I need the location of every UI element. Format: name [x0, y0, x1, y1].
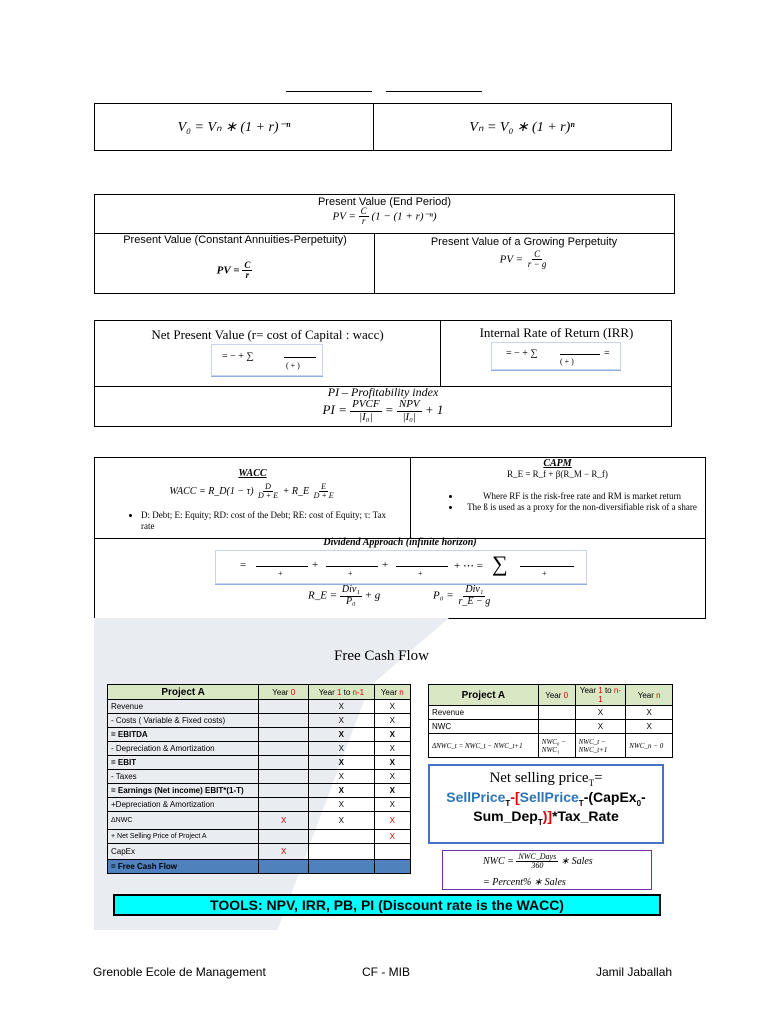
fcf-table [107, 684, 411, 874]
table-row: NWC X X [429, 720, 673, 734]
table-row: = EBIT X X [108, 756, 411, 770]
table-row: +Depreciation & Amortization X X [108, 798, 411, 812]
irr-title: Internal Rate of Return (IRR) [479, 325, 634, 340]
re-formula: R_E = $\frac{\text{Div₁}}{\text{P₀}}$ + g [308, 584, 381, 607]
fcf-header-year0: Year 0 [259, 685, 309, 700]
table-row: Revenue X X [429, 706, 673, 720]
table-row: = Earnings (Net income) EBIT*(1-T) X X [108, 784, 411, 798]
table-row: - Depreciation & Amortization X X [108, 742, 411, 756]
table-row: = EBITDA X X [108, 728, 411, 742]
table-row: ΔNWC X X X [108, 812, 411, 830]
capm-notes: • Where RF is the risk-free rate and RM is market return • The ß is used as a proxy for the non-diversifiable risk of a share [445, 491, 703, 513]
wacc-capm-box [94, 457, 706, 619]
pv-annuity-title: Present Value (Constant Annuities-Perpetuity) [123, 234, 347, 246]
fcf-title: Free Cash Flow [334, 648, 429, 664]
pv-end-period-title: Present Value (End Period) [317, 196, 452, 208]
pv-annuity-formula: PV = $\frac{C}{r}$ [216, 260, 251, 281]
fcf-header-project: Project A [108, 685, 259, 700]
table-row: CapEx X [108, 844, 411, 860]
nwc-header-yearn: Year n [626, 685, 673, 706]
pv-growing-formula: PV = $\frac{C}{r - g}$ [499, 249, 547, 270]
nsp-title: Net selling price$_T$= [489, 770, 603, 788]
footer-school: Grenoble Ecole de Management [93, 965, 266, 979]
fcf-header-year1-n1: Year 1 to n-1 [309, 685, 374, 700]
dividend-title: Dividend Approach (infinite horizon) [323, 537, 477, 548]
dividend-formula-box: = + + + + + + ⋯ = ∑ + [215, 550, 587, 584]
table-row: ΔNWC_t = NWC_t − NWC_t+1 NWC₀ − NWC₁ NWC_t − NWC_t+1 NWC_n − 0 [429, 734, 673, 758]
npv-title: Net Present Value (r= cost of Capital : wacc) [151, 327, 384, 342]
footer-course: CF - MIB [362, 965, 410, 979]
table-row: Revenue X X [108, 700, 411, 714]
nwc-header-year1-n1: Year 1 to n-1 [575, 685, 626, 706]
p0-formula: P₀ = $\frac{\text{Div₁}}{r\_E - g}$ [433, 584, 491, 607]
pi-title: PI – Profitability index [327, 385, 439, 399]
pv-end-period-formula: PV = $\frac{C}{r}$ (1 − (1 + r)⁻ⁿ) [332, 206, 437, 227]
nsp-formula-line1: SellPrice$_T$-[SellPrice$_T$-(CapEx$_0$- [446, 789, 646, 808]
fcf-total-row: = Free Cash Flow [108, 860, 411, 874]
nwc-header-year0: Year 0 [538, 685, 575, 706]
tools-banner: TOOLS: NPV, IRR, PB, PI (Discount rate is the WACC) [113, 894, 661, 916]
top-rule-left [286, 91, 372, 92]
nwc-header-project: Project A [429, 685, 539, 706]
irr-formula-box: = − + ∑ ( + ) = [491, 342, 621, 370]
fcf-header-yearn: Year n [374, 685, 410, 700]
capm-formula: R_E = R_f + β(R_M − R_f) [507, 469, 608, 479]
net-selling-price-box [428, 764, 664, 844]
nsp-formula-line2: Sum_Dep$_T$)]*Tax_Rate [473, 807, 619, 827]
capm-title: CAPM [543, 458, 572, 469]
present-value-box [94, 194, 675, 294]
npv-irr-pi-box [94, 320, 672, 427]
top-rule-right [386, 91, 482, 92]
time-value-formulas-box [94, 103, 672, 151]
nwc-table [428, 684, 673, 758]
wacc-legend: • D: Debt; E: Equity; RD: cost of the Debt; RE: cost of Equity; τ: Tax rate [125, 510, 397, 532]
footer-author: Jamil Jaballah [596, 965, 673, 979]
wacc-formula: WACC = R_D(1 − τ) $\frac{D}{D + E}$ + R_E $\frac{E}{D + E}$ [169, 482, 334, 501]
pi-formula: PI = $\frac{\text{PVCF}}{\text{|I₀|}}$ = $\frac{\text{NPV}}{\text{|I₀|}}$ + 1 [322, 398, 444, 423]
npv-formula-box: = − + ∑ ( + ) [211, 344, 323, 376]
table-row: - Costs ( Variable & Fixed costs) X X [108, 714, 411, 728]
nwc-definition-box: NWC = $\frac{\text{NWC\_Days}}{360}$ ∗ Sales = Percent% ∗ Sales [442, 850, 652, 890]
table-row: - Taxes X X [108, 770, 411, 784]
pv-growing-title: Present Value of a Growing Perpetuity [430, 236, 618, 248]
wacc-title: WACC [238, 468, 267, 479]
compound-formula: Vₙ = V₀ ∗ (1 + r)ⁿ [469, 120, 575, 135]
discount-formula: V₀ = Vₙ ∗ (1 + r)⁻ⁿ [177, 120, 291, 135]
table-row: + Net Selling Price of Project A X [108, 830, 411, 844]
